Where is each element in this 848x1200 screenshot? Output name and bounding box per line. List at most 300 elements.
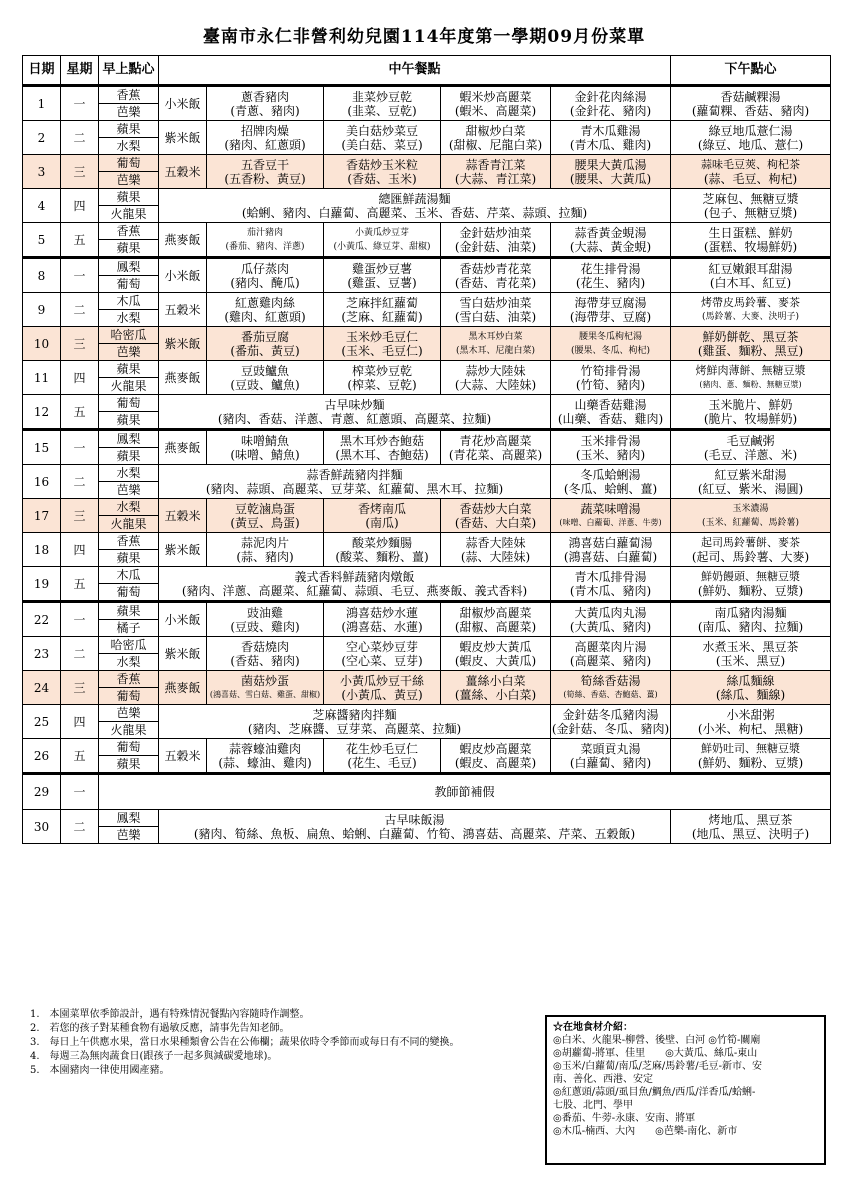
menu-row bbox=[23, 189, 831, 206]
snack-name: 烤鮮肉薄餅、無糖豆漿 bbox=[695, 363, 806, 377]
day-weekday: 一 bbox=[61, 86, 99, 121]
snack-name: 起司馬鈴薯餅、麥茶 bbox=[701, 535, 801, 549]
dish-name: 蔥香豬肉 bbox=[240, 89, 289, 104]
snack-name: 烤地瓜、黑豆茶 bbox=[708, 812, 793, 827]
menu-row bbox=[23, 361, 831, 378]
day-date: 9 bbox=[23, 293, 61, 327]
dish-name: 番茄豆腐 bbox=[240, 329, 289, 344]
menu-row bbox=[23, 327, 831, 344]
dish-cell bbox=[207, 258, 324, 293]
snack-cell bbox=[671, 810, 831, 844]
dish-cell bbox=[551, 739, 671, 774]
dish-ingredients: (蝦皮、高麗菜) bbox=[454, 755, 537, 770]
staple-cell: 紫米飯 bbox=[159, 327, 207, 361]
dish-cell bbox=[551, 637, 671, 671]
local-line: ◎玉米/白蘿蔔/南瓜/芝麻/馬鈴薯/毛豆-新市、安 bbox=[553, 1061, 762, 1072]
local-ingredients-box bbox=[545, 1015, 826, 1165]
snack-name: 水煮玉米、黑豆茶 bbox=[702, 639, 799, 654]
day-date: 18 bbox=[23, 533, 61, 567]
dish-name: 豆豉鱸魚 bbox=[240, 363, 289, 378]
note-line: 1. 本園菜單依季節設計，遇有特殊情況餐點內容隨時作調整。 bbox=[30, 1009, 310, 1020]
one-pot-name: 總匯鮮蔬湯麵 bbox=[378, 191, 451, 206]
header-afternoon-snack: 下午點心 bbox=[671, 56, 831, 86]
fruit-cell: 芭樂 bbox=[99, 104, 159, 121]
fruit-cell: 哈密瓜 bbox=[99, 327, 159, 344]
snack-name: 紅豆嫩銀耳甜湯 bbox=[708, 261, 793, 276]
snack-name: 烤帶皮馬鈴薯、麥茶 bbox=[701, 295, 801, 309]
fruit-cell: 香蕉 bbox=[99, 671, 159, 688]
snack-name: 生日蛋糕、鮮奶 bbox=[708, 225, 793, 240]
fruit-cell: 芭樂 bbox=[99, 344, 159, 361]
snack-cell bbox=[671, 465, 831, 499]
dish-cell bbox=[551, 86, 671, 121]
main-dish-cell bbox=[159, 705, 551, 739]
snack-ingredients: (雞蛋、麵粉、黑豆) bbox=[697, 343, 804, 358]
snack-ingredients: (絲瓜、麵線) bbox=[715, 687, 786, 702]
snack-ingredients: (馬鈴薯、大麥、決明子) bbox=[702, 311, 800, 322]
soup-cell bbox=[551, 395, 671, 430]
dish-name: 花生排骨湯 bbox=[580, 261, 641, 276]
dish-ingredients: (豆豉、雞肉) bbox=[230, 619, 300, 634]
main-dish-ingredients: (豬肉、蒜頭、高麗菜、豆芽菜、紅蘿蔔、黑木耳、拉麵) bbox=[205, 481, 504, 496]
dish-cell bbox=[324, 430, 441, 465]
day-date: 3 bbox=[23, 155, 61, 189]
fruit-cell: 蘋果 bbox=[99, 602, 159, 620]
dish-name: 蒜炒大陸妹 bbox=[465, 363, 526, 378]
fruit-cell: 芭樂 bbox=[99, 827, 159, 844]
snack-ingredients: (玉米、紅蘿蔔、馬鈴薯) bbox=[702, 517, 800, 528]
dish-ingredients: (豬肉、紅蔥頭) bbox=[224, 137, 306, 152]
day-weekday: 五 bbox=[61, 395, 99, 430]
snack-cell bbox=[671, 361, 831, 395]
snack-cell bbox=[671, 327, 831, 361]
snack-ingredients: (蒜、毛豆、枸杞) bbox=[703, 171, 798, 186]
menu-row bbox=[23, 671, 831, 688]
dish-ingredients: (小黃瓜、綠豆芽、甜椒) bbox=[333, 241, 431, 252]
day-date: 2 bbox=[23, 121, 61, 155]
dish-cell bbox=[441, 293, 551, 327]
dish-name: 蒜香青江菜 bbox=[465, 157, 526, 172]
day-date: 5 bbox=[23, 223, 61, 258]
dish-ingredients: (南瓜) bbox=[365, 515, 399, 530]
one-pot-name: 古早味飯湯 bbox=[384, 812, 445, 827]
snack-ingredients: (白木耳、紅豆) bbox=[709, 275, 792, 290]
staple-cell: 紫米飯 bbox=[159, 533, 207, 567]
snack-ingredients: (綠豆、地瓜、薏仁) bbox=[697, 137, 804, 152]
menu-row bbox=[23, 395, 831, 412]
dish-ingredients: (黃豆、鳥蛋) bbox=[230, 515, 300, 530]
snack-name: 鮮奶饅頭、無糖豆漿 bbox=[701, 569, 801, 583]
fruit-cell: 水梨 bbox=[99, 654, 159, 671]
day-date: 19 bbox=[23, 567, 61, 602]
dish-ingredients: (鴻喜菇、雪白菇、雞蛋、甜椒) bbox=[209, 689, 321, 699]
dish-cell bbox=[324, 293, 441, 327]
dish-name: 小黃瓜炒豆芽 bbox=[354, 227, 409, 238]
fruit-cell: 蘋果 bbox=[99, 550, 159, 567]
local-line: ◎胡蘿蔔-將軍、佳里 ◎大黃瓜、絲瓜-東山 bbox=[553, 1048, 758, 1059]
snack-ingredients: (蘿蔔粿、香菇、豬肉) bbox=[691, 103, 810, 118]
dish-cell bbox=[207, 155, 324, 189]
snack-ingredients: (紅豆、紫米、湯圓) bbox=[697, 481, 804, 496]
header-morning-snack: 早上點心 bbox=[99, 56, 159, 86]
dish-cell bbox=[324, 739, 441, 774]
dish-cell bbox=[324, 533, 441, 567]
one-pot-ingredients: (蛤蜊、豬肉、白蘿蔔、高麗菜、玉米、香菇、芹菜、蒜頭、拉麵) bbox=[241, 205, 588, 220]
day-date: 22 bbox=[23, 602, 61, 637]
day-weekday: 四 bbox=[61, 189, 99, 223]
dish-ingredients: (甜椒、尼龍白菜) bbox=[448, 137, 543, 152]
local-ingredients-heading: ☆在地食材介紹： bbox=[553, 1022, 633, 1033]
dish-name: 蝦米炒高麗菜 bbox=[459, 89, 532, 104]
main-dish-ingredients: (豬肉、香菇、洋蔥、青蔥、紅蔥頭、高麗菜、拉麵) bbox=[217, 411, 492, 426]
fruit-cell: 葡萄 bbox=[99, 395, 159, 412]
staple-cell: 小米飯 bbox=[159, 86, 207, 121]
dish-ingredients: (白蘿蔔、豬肉) bbox=[569, 755, 652, 770]
dish-name: 香菇炒玉米粒 bbox=[345, 157, 418, 172]
dish-cell bbox=[551, 327, 671, 361]
dish-name: 竹筍排骨湯 bbox=[580, 363, 641, 378]
staple-cell: 五穀米 bbox=[159, 739, 207, 774]
day-date: 29 bbox=[23, 774, 61, 810]
dish-ingredients: (筍絲、香菇、杏鮑菇、薑) bbox=[563, 689, 658, 699]
soup-name: 冬瓜蛤蜊湯 bbox=[580, 467, 641, 482]
dish-ingredients: (黑木耳、杏鮑菇) bbox=[335, 447, 429, 462]
snack-ingredients: (地瓜、黑豆、決明子) bbox=[691, 826, 810, 841]
main-dish-name: 蒜香鮮蔬豬肉拌麵 bbox=[306, 467, 403, 482]
dish-name: 花生炒毛豆仁 bbox=[345, 741, 418, 756]
staple-cell: 燕麥飯 bbox=[159, 671, 207, 705]
dish-cell bbox=[207, 293, 324, 327]
fruit-cell: 哈密瓜 bbox=[99, 637, 159, 654]
dish-cell bbox=[441, 327, 551, 361]
dish-ingredients: (海帶芽、豆腐) bbox=[569, 309, 652, 324]
dish-name: 蔬菜味噌湯 bbox=[580, 501, 641, 516]
dish-ingredients: (大蒜、青江菜) bbox=[454, 171, 537, 186]
day-weekday: 一 bbox=[61, 430, 99, 465]
dish-name: 菜頭貢丸湯 bbox=[580, 741, 641, 756]
dish-ingredients: (香菇、大白菜) bbox=[454, 515, 537, 530]
dish-cell bbox=[551, 258, 671, 293]
menu-row bbox=[23, 293, 831, 310]
dish-cell bbox=[551, 361, 671, 395]
day-weekday: 四 bbox=[61, 705, 99, 739]
dish-cell bbox=[441, 671, 551, 705]
dish-name: 香菇炒青花菜 bbox=[459, 261, 532, 276]
dish-name: 金針花肉絲湯 bbox=[574, 89, 647, 104]
fruit-cell: 水梨 bbox=[99, 465, 159, 482]
dish-ingredients: (蒜、蠔油、雞肉) bbox=[218, 755, 312, 770]
main-dish-cell bbox=[159, 567, 551, 602]
dish-ingredients: (薑絲、小白菜) bbox=[454, 687, 537, 702]
dish-ingredients: (甜椒、高麗菜) bbox=[454, 619, 537, 634]
soup-ingredients: (青木瓜、豬肉) bbox=[569, 583, 652, 598]
dish-ingredients: (金針菇、油菜) bbox=[454, 239, 537, 254]
dish-ingredients: (豬肉、醃瓜) bbox=[230, 275, 300, 290]
menu-body bbox=[23, 86, 831, 844]
day-date: 23 bbox=[23, 637, 61, 671]
dish-cell bbox=[551, 533, 671, 567]
day-date: 12 bbox=[23, 395, 61, 430]
dish-ingredients: (味噌、白蘿蔔、洋蔥、牛蒡) bbox=[559, 517, 662, 527]
dish-cell bbox=[441, 499, 551, 533]
local-line: 南、善化、西港、安定 bbox=[553, 1074, 653, 1085]
dish-cell bbox=[441, 258, 551, 293]
dish-name: 雞蛋炒豆薯 bbox=[351, 261, 412, 276]
dish-name: 鴻喜菇炒水蓮 bbox=[345, 605, 418, 620]
dish-ingredients: (大黃瓜、豬肉) bbox=[569, 619, 652, 634]
dish-name: 玉米排骨湯 bbox=[580, 433, 641, 448]
day-date: 26 bbox=[23, 739, 61, 774]
fruit-cell: 水梨 bbox=[99, 310, 159, 327]
dish-name: 鴻喜菇白蘿蔔湯 bbox=[568, 535, 653, 550]
main-dish-name: 芝麻醬豬肉拌麵 bbox=[312, 707, 397, 722]
snack-name: 香菇鹹粿湯 bbox=[720, 89, 781, 104]
menu-row bbox=[23, 739, 831, 756]
dish-ingredients: (高麗菜、豬肉) bbox=[569, 653, 652, 668]
snack-ingredients: (小米、枸杞、黑糖) bbox=[697, 721, 804, 736]
main-dish-ingredients: (豬肉、洋蔥、高麗菜、紅蘿蔔、蒜頭、毛豆、燕麥飯、義式香料) bbox=[181, 583, 528, 598]
dish-cell bbox=[207, 739, 324, 774]
dish-cell bbox=[207, 121, 324, 155]
soup-ingredients: (冬瓜、蛤蜊、薑) bbox=[563, 481, 658, 496]
header-date: 日期 bbox=[23, 56, 61, 86]
fruit-cell: 水梨 bbox=[99, 499, 159, 516]
dish-cell bbox=[324, 223, 441, 258]
fruit-cell: 蘋果 bbox=[99, 448, 159, 465]
fruit-cell: 木瓜 bbox=[99, 293, 159, 310]
snack-cell bbox=[671, 155, 831, 189]
dish-name: 腰果冬瓜枸杞湯 bbox=[579, 331, 643, 342]
dish-ingredients: (香菇、青花菜) bbox=[454, 275, 537, 290]
soup-ingredients: (金針菇、冬瓜、豬肉) bbox=[551, 721, 670, 736]
dish-name: 酸菜炒麵腸 bbox=[351, 535, 412, 550]
soup-cell bbox=[551, 567, 671, 602]
dish-cell bbox=[207, 637, 324, 671]
note-line: 2. 若您的孩子對某種食物有過敏反應，請事先告知老師。 bbox=[30, 1023, 290, 1034]
dish-ingredients: (黑木耳、尼龍白菜) bbox=[455, 345, 536, 356]
day-weekday: 三 bbox=[61, 499, 99, 533]
day-date: 24 bbox=[23, 671, 61, 705]
menu-table bbox=[22, 55, 831, 844]
dish-name: 美白菇炒菜豆 bbox=[345, 123, 418, 138]
snack-name: 綠豆地瓜薏仁湯 bbox=[708, 123, 793, 138]
local-line: ◎番茄、牛蒡-永康、安南、將軍 bbox=[553, 1113, 696, 1124]
menu-row bbox=[23, 567, 831, 584]
main-dish-cell bbox=[159, 465, 551, 499]
day-date: 10 bbox=[23, 327, 61, 361]
snack-ingredients: (毛豆、洋蔥、米) bbox=[703, 447, 798, 462]
main-dish-name: 古早味炒麵 bbox=[324, 397, 385, 412]
fruit-cell: 蘋果 bbox=[99, 121, 159, 138]
fruit-cell: 蘋果 bbox=[99, 412, 159, 430]
snack-name: 鮮奶餅乾、黑豆茶 bbox=[702, 329, 799, 344]
dish-name: 黑木耳炒白菜 bbox=[468, 331, 523, 342]
header-row bbox=[23, 56, 831, 86]
dish-ingredients: (雪白菇、油菜) bbox=[454, 309, 537, 324]
fruit-cell: 蘋果 bbox=[99, 189, 159, 206]
dish-ingredients: (玉米、豬肉) bbox=[575, 447, 646, 462]
staple-cell: 小米飯 bbox=[159, 602, 207, 637]
dish-cell bbox=[551, 121, 671, 155]
dish-name: 腰果大黃瓜湯 bbox=[574, 157, 647, 172]
dish-ingredients: (大蒜、大陸妹) bbox=[454, 377, 537, 392]
dish-ingredients: (金針花、豬肉) bbox=[569, 103, 652, 118]
fruit-cell: 鳳梨 bbox=[99, 810, 159, 827]
dish-ingredients: (青花菜、高麗菜) bbox=[448, 447, 543, 462]
snack-cell bbox=[671, 499, 831, 533]
fruit-cell: 水梨 bbox=[99, 138, 159, 155]
local-line: ◎白米、火龍果-柳營、後壁、白河 ◎竹筍-關廟 bbox=[553, 1035, 761, 1046]
main-dish-cell bbox=[159, 395, 551, 430]
snack-cell bbox=[671, 430, 831, 465]
fruit-cell: 香蕉 bbox=[99, 533, 159, 550]
fruit-cell: 火龍果 bbox=[99, 516, 159, 533]
day-date: 4 bbox=[23, 189, 61, 223]
menu-row bbox=[23, 86, 831, 104]
fruit-cell: 芭樂 bbox=[99, 172, 159, 189]
snack-name: 玉米濃湯 bbox=[732, 503, 769, 514]
snack-ingredients: (脆片、牧場鮮奶) bbox=[703, 411, 798, 426]
fruit-cell: 芭樂 bbox=[99, 482, 159, 499]
dish-cell bbox=[207, 361, 324, 395]
dish-cell bbox=[324, 499, 441, 533]
soup-name: 青木瓜排骨湯 bbox=[574, 569, 647, 584]
dish-ingredients: (味噌、鯖魚) bbox=[230, 447, 300, 462]
dish-ingredients: (酸菜、麵粉、薑) bbox=[335, 549, 429, 564]
dish-name: 茄汁豬肉 bbox=[246, 227, 283, 238]
dish-cell bbox=[551, 602, 671, 637]
fruit-cell: 蘋果 bbox=[99, 361, 159, 378]
day-weekday: 四 bbox=[61, 533, 99, 567]
dish-ingredients: (蝦皮、大黃瓜) bbox=[454, 653, 537, 668]
fruit-cell: 蘋果 bbox=[99, 240, 159, 258]
menu-row bbox=[23, 430, 831, 448]
fruit-cell: 香蕉 bbox=[99, 223, 159, 240]
dish-cell bbox=[551, 430, 671, 465]
dish-name: 蝦皮炒大黃瓜 bbox=[459, 639, 532, 654]
one-pot-ingredients: (豬肉、筍絲、魚板、扁魚、蛤蜊、白蘿蔔、竹筍、鴻喜菇、高麗菜、芹菜、五穀飯) bbox=[193, 826, 636, 841]
note-line: 4. 每週三為無肉蔬食日(跟孩子一起多與減碳愛地球)。 bbox=[30, 1051, 278, 1062]
snack-name: 芝麻包、無糖豆漿 bbox=[702, 191, 799, 206]
snack-name: 南瓜豬肉湯麵 bbox=[714, 605, 787, 620]
dish-cell bbox=[441, 121, 551, 155]
main-dish-ingredients: (豬肉、芝麻醬、豆芽菜、高麗菜、拉麵) bbox=[247, 721, 462, 736]
snack-cell bbox=[671, 637, 831, 671]
dish-cell bbox=[441, 637, 551, 671]
fruit-cell: 火龍果 bbox=[99, 378, 159, 395]
dish-cell bbox=[207, 430, 324, 465]
dish-name: 五香豆干 bbox=[240, 157, 289, 172]
dish-ingredients: (香菇、玉米) bbox=[347, 171, 417, 186]
local-line: 七股、北門、學甲 bbox=[553, 1100, 633, 1111]
dish-name: 高麗菜肉片湯 bbox=[574, 639, 647, 654]
dish-cell bbox=[207, 671, 324, 705]
dish-ingredients: (玉米、毛豆仁) bbox=[341, 343, 423, 358]
day-weekday: 五 bbox=[61, 223, 99, 258]
snack-name: 鮮奶吐司、無糖豆漿 bbox=[701, 741, 801, 755]
dish-name: 筍絲香菇湯 bbox=[580, 673, 641, 688]
dish-ingredients: (青蔥、豬肉) bbox=[230, 103, 300, 118]
dish-cell bbox=[441, 223, 551, 258]
dish-cell bbox=[551, 223, 671, 258]
menu-row bbox=[23, 223, 831, 240]
header-lunch: 中午餐點 bbox=[159, 56, 671, 86]
snack-cell bbox=[671, 705, 831, 739]
dish-name: 韭菜炒豆乾 bbox=[351, 89, 412, 104]
staple-cell: 紫米飯 bbox=[159, 121, 207, 155]
snack-cell bbox=[671, 395, 831, 430]
day-weekday: 三 bbox=[61, 671, 99, 705]
dish-cell bbox=[441, 430, 551, 465]
notes bbox=[30, 1008, 550, 1078]
dish-ingredients: (雞肉、紅蔥頭) bbox=[224, 309, 306, 324]
snack-name: 蒜味毛豆莢、枸杞茶 bbox=[701, 157, 801, 171]
dish-name: 玉米炒毛豆仁 bbox=[345, 329, 418, 344]
soup-name: 山藥香菇雞湯 bbox=[574, 397, 647, 412]
snack-cell bbox=[671, 189, 831, 223]
fruit-cell: 葡萄 bbox=[99, 276, 159, 293]
day-date: 11 bbox=[23, 361, 61, 395]
snack-name: 玉米脆片、鮮奶 bbox=[708, 397, 793, 412]
dish-cell bbox=[324, 327, 441, 361]
snack-cell bbox=[671, 567, 831, 602]
dish-name: 香菇炒大白菜 bbox=[459, 501, 532, 516]
day-date: 30 bbox=[23, 810, 61, 844]
dish-name: 蒜香大陸妹 bbox=[465, 535, 526, 550]
dish-name: 大黃瓜肉丸湯 bbox=[574, 605, 647, 620]
menu-row bbox=[23, 705, 831, 722]
dish-cell bbox=[551, 293, 671, 327]
fruit-cell: 香蕉 bbox=[99, 86, 159, 104]
snack-cell bbox=[671, 293, 831, 327]
dish-name: 瓜仔蒸肉 bbox=[240, 261, 289, 276]
fruit-cell: 葡萄 bbox=[99, 688, 159, 705]
staple-cell: 五穀米 bbox=[159, 499, 207, 533]
dish-cell bbox=[324, 361, 441, 395]
dish-name: 蒜蓉蠔油雞肉 bbox=[228, 741, 301, 756]
dish-cell bbox=[551, 671, 671, 705]
dish-ingredients: (蝦米、高麗菜) bbox=[454, 103, 537, 118]
day-date: 15 bbox=[23, 430, 61, 465]
dish-name: 青花炒高麗菜 bbox=[459, 433, 532, 448]
staple-cell: 紫米飯 bbox=[159, 637, 207, 671]
dish-cell bbox=[551, 155, 671, 189]
snack-cell bbox=[671, 739, 831, 774]
menu-row bbox=[23, 810, 831, 827]
dish-cell bbox=[441, 155, 551, 189]
note-line: 5. 本園豬肉一律使用國產豬。 bbox=[30, 1065, 170, 1076]
dish-cell bbox=[324, 155, 441, 189]
header-weekday: 星期 bbox=[61, 56, 99, 86]
day-weekday: 三 bbox=[61, 155, 99, 189]
snack-ingredients: (鮮奶、麵粉、豆漿) bbox=[697, 755, 804, 770]
fruit-cell: 火龍果 bbox=[99, 722, 159, 739]
staple-cell: 燕麥飯 bbox=[159, 361, 207, 395]
fruit-cell: 木瓜 bbox=[99, 567, 159, 584]
snack-ingredients: (包子、無糖豆漿) bbox=[703, 205, 798, 220]
dish-ingredients: (腰果、冬瓜、枸杞) bbox=[571, 345, 651, 356]
dish-cell bbox=[207, 327, 324, 361]
day-weekday: 五 bbox=[61, 739, 99, 774]
dish-cell bbox=[324, 637, 441, 671]
dish-ingredients: (腰果、大黃瓜) bbox=[569, 171, 652, 186]
snack-ingredients: (南瓜、豬肉、拉麵) bbox=[697, 619, 804, 634]
day-weekday: 一 bbox=[61, 774, 99, 810]
dish-cell bbox=[207, 86, 324, 121]
day-weekday: 二 bbox=[61, 810, 99, 844]
dish-cell bbox=[324, 121, 441, 155]
day-weekday: 三 bbox=[61, 327, 99, 361]
